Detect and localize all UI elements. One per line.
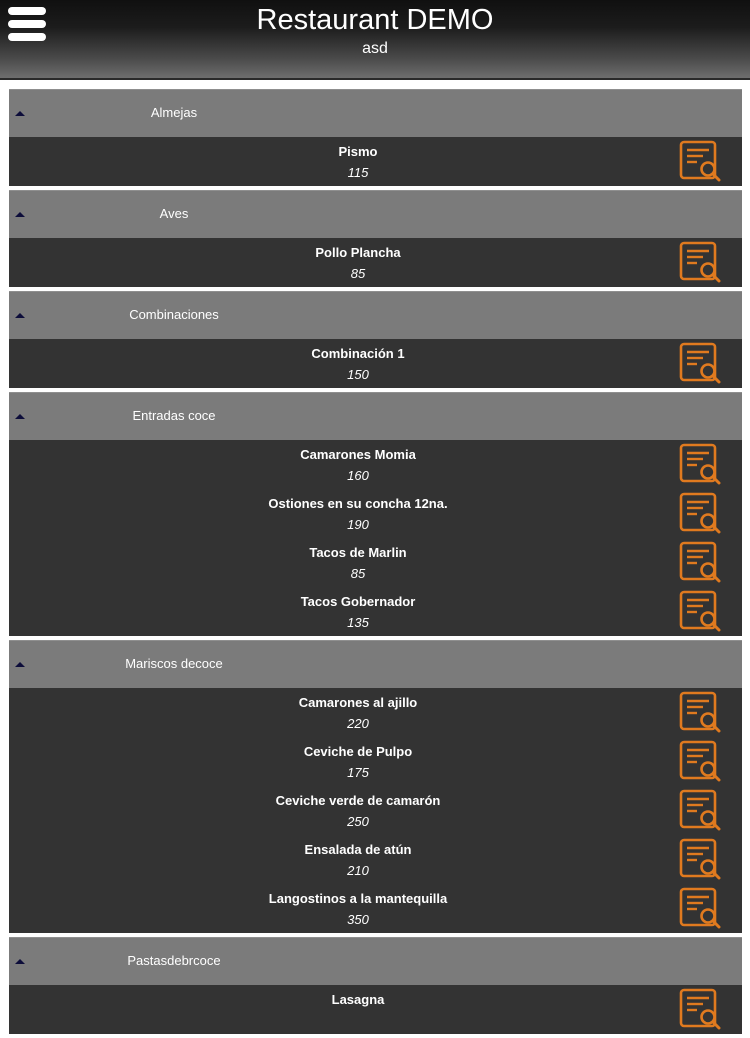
menu-item[interactable] [9, 737, 742, 786]
item-name: Tacos Gobernador [300, 594, 416, 609]
category-label: Aves [159, 206, 189, 221]
item-price: 220 [347, 716, 369, 731]
view-details-icon[interactable] [679, 492, 721, 534]
menu-item[interactable] [9, 137, 742, 186]
item-name: Ceviche de Pulpo [303, 744, 413, 759]
category-items [9, 688, 742, 933]
item-name: Combinación 1 [311, 346, 405, 361]
menu-item[interactable] [9, 339, 742, 388]
page-subtitle: asd [362, 40, 388, 57]
item-name: Camarones Momia [300, 447, 416, 462]
menu-item[interactable] [9, 835, 742, 884]
menu-item[interactable] [9, 440, 742, 489]
page-title: Restaurant DEMO [256, 4, 494, 36]
view-details-icon[interactable] [679, 887, 721, 929]
view-details-icon[interactable] [679, 691, 721, 733]
menu-item[interactable] [9, 489, 742, 538]
category-header[interactable] [9, 392, 742, 440]
view-details-icon[interactable] [679, 838, 721, 880]
item-price: 350 [347, 912, 369, 927]
category-header[interactable] [9, 291, 742, 339]
menu-item[interactable] [9, 985, 742, 1034]
item-price: 135 [347, 615, 369, 630]
item-price: 150 [347, 367, 369, 382]
category-items [9, 137, 742, 186]
category-header[interactable] [9, 640, 742, 688]
view-details-icon[interactable] [679, 740, 721, 782]
category-header[interactable] [9, 89, 742, 137]
category-section [9, 291, 742, 388]
category-header[interactable] [9, 937, 742, 985]
item-name: Lasagna [331, 992, 385, 1007]
item-price: 160 [347, 468, 369, 483]
view-details-icon[interactable] [679, 443, 721, 485]
item-name: Tacos de Marlin [309, 545, 407, 560]
category-items [9, 440, 742, 636]
view-details-icon[interactable] [679, 140, 721, 182]
item-price: 115 [347, 165, 369, 180]
category-section [9, 89, 742, 186]
menu-item[interactable] [9, 587, 742, 636]
menu-list [9, 89, 742, 1038]
menu-item[interactable] [9, 688, 742, 737]
menu-item[interactable] [9, 538, 742, 587]
view-details-icon[interactable] [679, 541, 721, 583]
item-name: Pismo [338, 144, 378, 159]
view-details-icon[interactable] [679, 241, 721, 283]
category-label: Entradas coce [132, 408, 216, 423]
item-name: Pollo Plancha [315, 245, 401, 260]
app-header [0, 0, 750, 80]
view-details-icon[interactable] [679, 590, 721, 632]
category-items [9, 985, 742, 1034]
menu-item[interactable] [9, 238, 742, 287]
view-details-icon[interactable] [679, 789, 721, 831]
category-section [9, 937, 742, 1034]
item-price: 250 [347, 814, 369, 829]
category-section [9, 392, 742, 636]
category-label: Almejas [150, 105, 198, 120]
item-price: 210 [347, 863, 369, 878]
category-header[interactable] [9, 190, 742, 238]
category-items [9, 238, 742, 287]
menu-item[interactable] [9, 884, 742, 933]
menu-item[interactable] [9, 786, 742, 835]
item-price: 85 [350, 566, 366, 581]
category-label: Mariscos decoce [125, 656, 223, 671]
item-name: Langostinos a la mantequilla [268, 891, 448, 906]
category-items [9, 339, 742, 388]
category-label: Pastasdebrcoce [127, 953, 221, 968]
item-price: 190 [347, 517, 369, 532]
item-name: Camarones al ajillo [298, 695, 418, 710]
item-name: Ensalada de atún [304, 842, 412, 857]
category-section [9, 190, 742, 287]
category-label: Combinaciones [129, 307, 219, 322]
item-price: 175 [347, 765, 369, 780]
view-details-icon[interactable] [679, 988, 721, 1030]
item-name: Ceviche verde de camarón [275, 793, 441, 808]
view-details-icon[interactable] [679, 342, 721, 384]
item-name: Ostiones en su concha 12na. [268, 496, 448, 511]
category-section [9, 640, 742, 933]
item-price: 85 [350, 266, 366, 281]
